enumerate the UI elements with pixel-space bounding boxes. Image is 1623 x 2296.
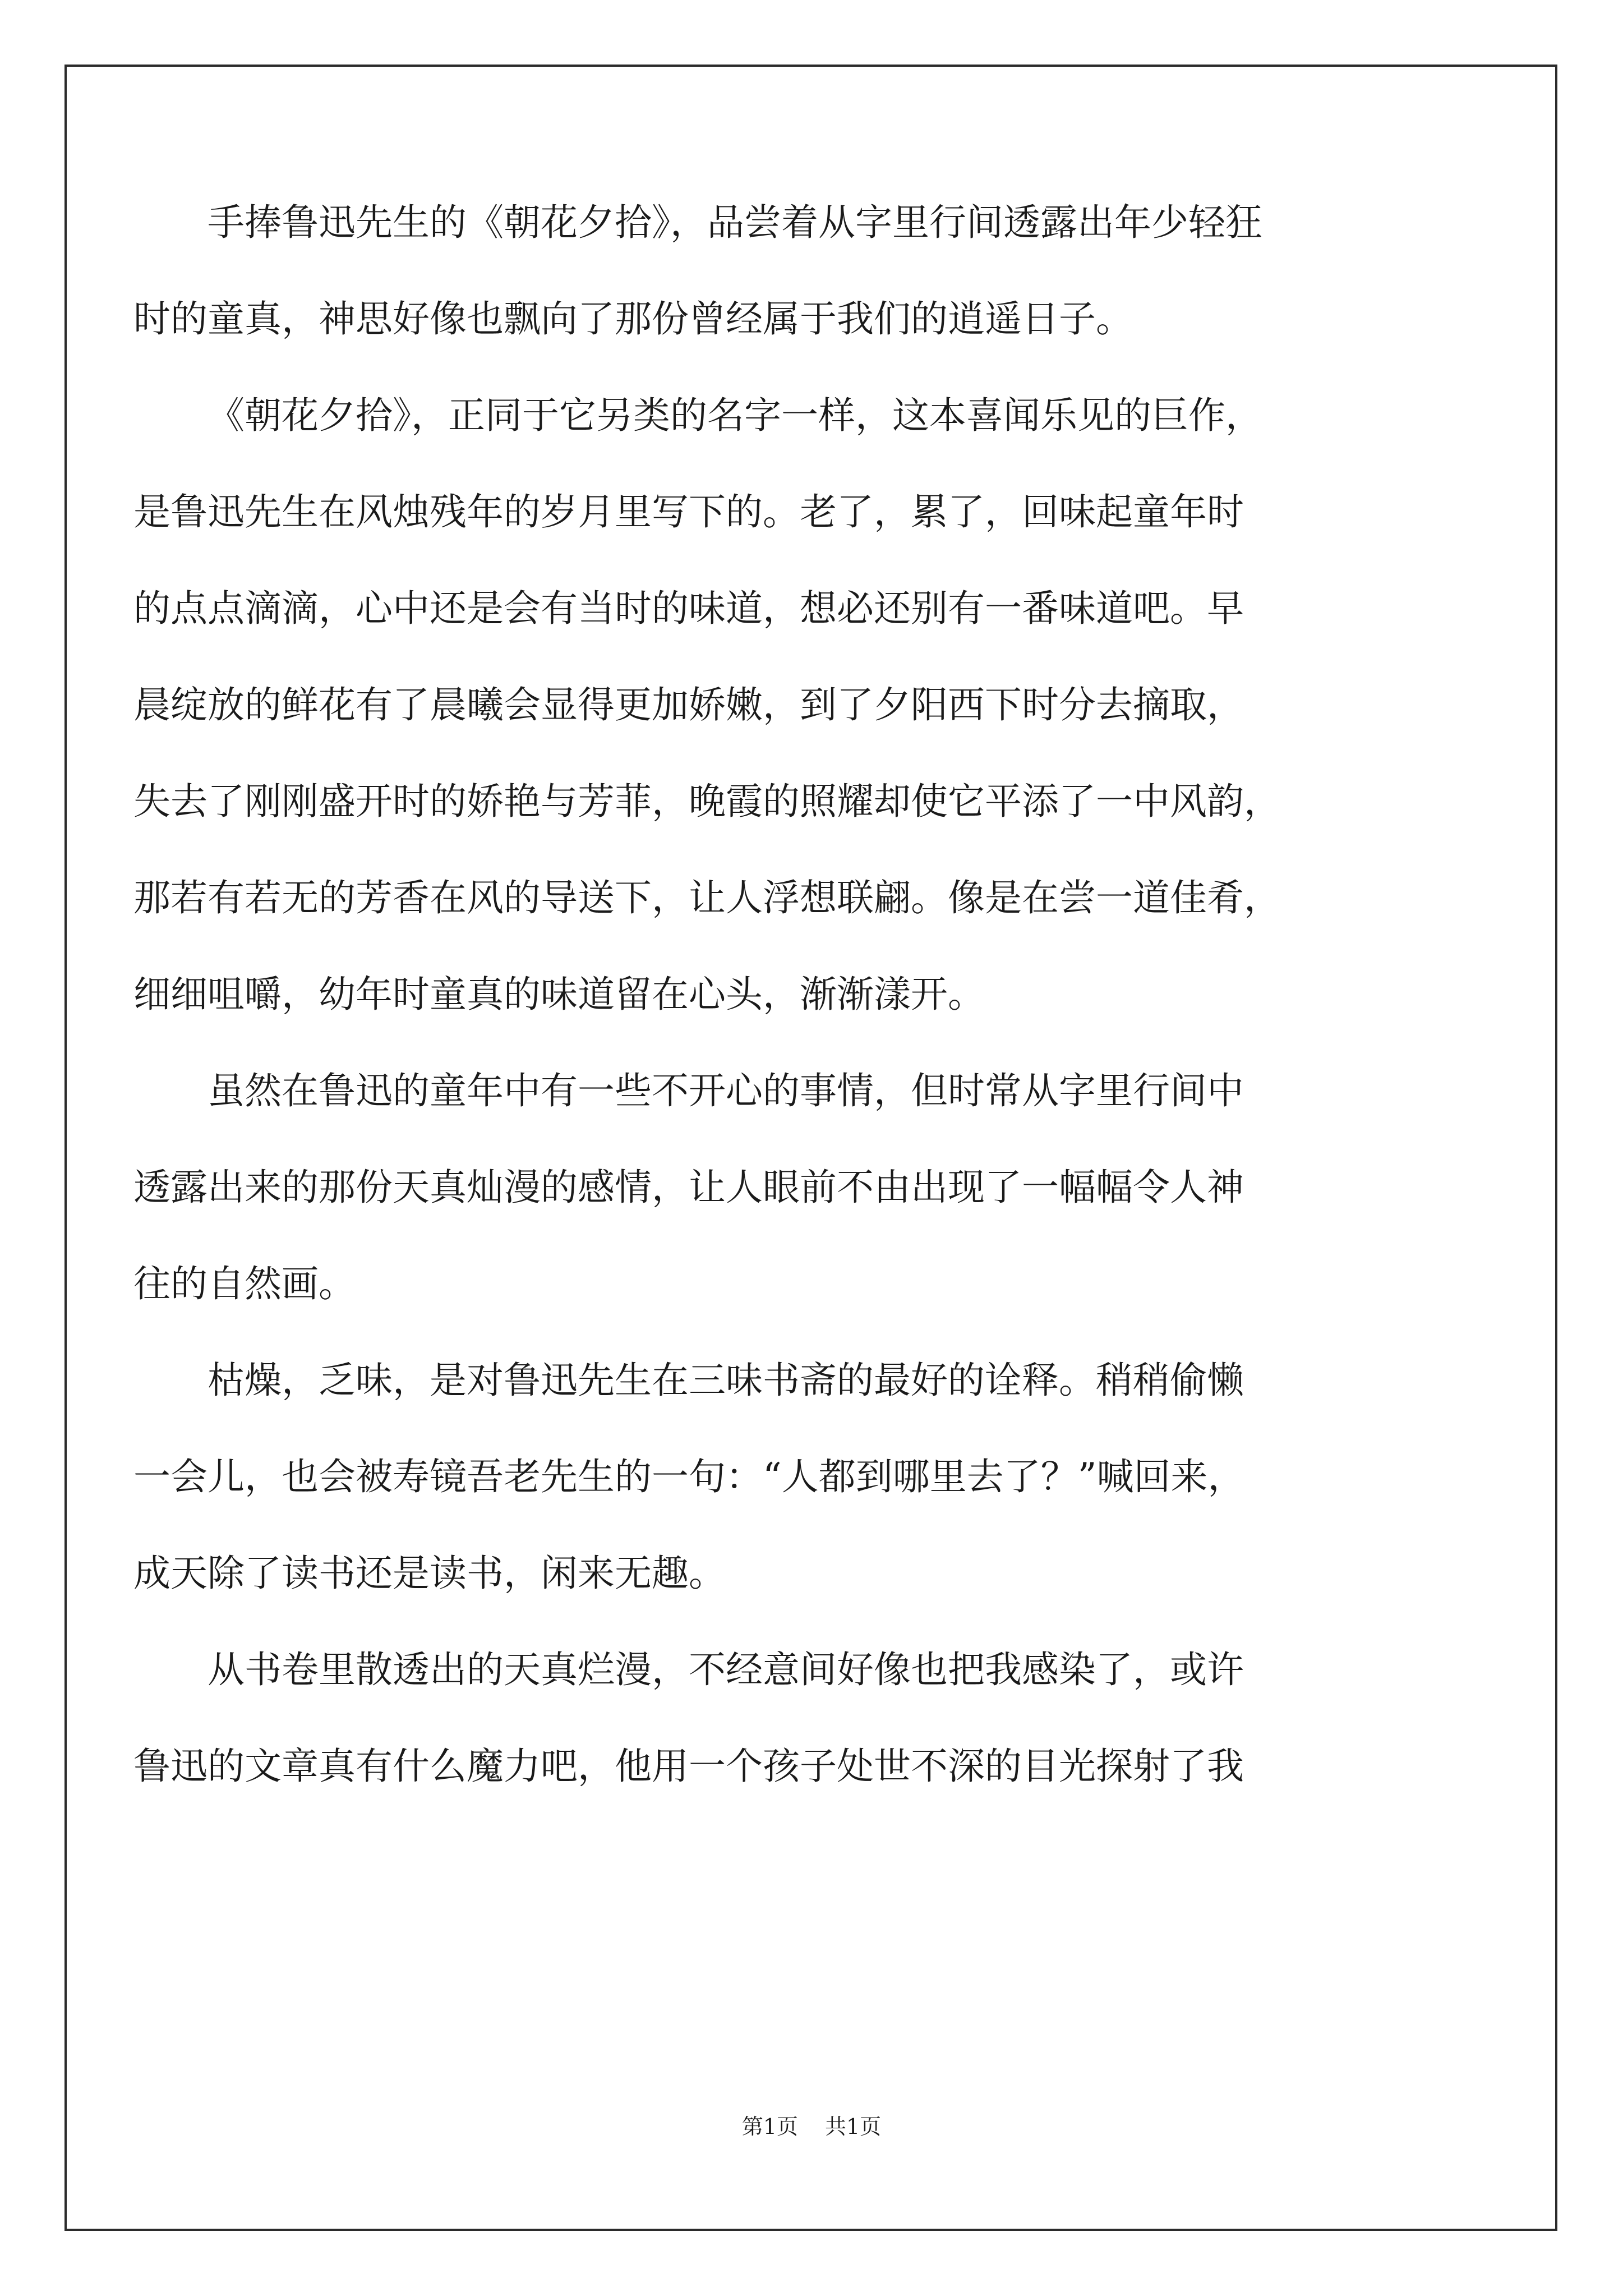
- page-number-current: 第1页: [741, 2114, 798, 2139]
- paragraph-2-line-2: 是鲁迅先生在风烛残年的岁月里写下的。老了，累了，回味起童年时: [133, 490, 1244, 533]
- paragraph-5-line-2: 鲁迅的文章真有什么魔力吧，他用一个孩子处世不深的目光探射了我: [133, 1745, 1244, 1788]
- paragraph-1-line-2: 时的童真，神思好像也飘向了那份曾经属于我们的逍遥日子。: [133, 297, 1133, 341]
- paragraph-4-line-1: 枯燥，乏味，是对鲁迅先生在三味书斋的最好的诠释。稍稍偷懒: [208, 1359, 1244, 1402]
- paragraph-5-line-1: 从书卷里散透出的天真烂漫，不经意间好像也把我感染了，或许: [208, 1648, 1244, 1691]
- paragraph-2-line-7: 细细咀嚼，幼年时童真的味道留在心头，渐渐漾开。: [133, 973, 985, 1016]
- paragraph-2-line-4: 晨绽放的鲜花有了晨曦会显得更加娇嫩，到了夕阳西下时分去摘取，: [133, 683, 1244, 726]
- paragraph-2-line-6: 那若有若无的芳香在风的导送下，让人浮想联翩。像是在尝一道佳肴，: [133, 876, 1281, 919]
- paragraph-3-line-3: 往的自然画。: [133, 1262, 356, 1305]
- page-number-total: 共1页: [825, 2114, 882, 2139]
- paragraph-2-line-1: 《朝花夕拾》，正同于它另类的名字一样，这本喜闻乐见的巨作，: [208, 394, 1262, 437]
- paragraph-2-line-5: 失去了刚刚盛开时的娇艳与芳菲，晚霞的照耀却使它平添了一中风韵，: [133, 780, 1281, 823]
- paragraph-1-line-1: 手捧鲁迅先生的《朝花夕拾》，品尝着从字里行间透露出年少轻狂: [208, 201, 1262, 244]
- page-footer: [0, 2109, 1623, 2140]
- paragraph-2-line-3: 的点点滴滴，心中还是会有当时的味道，想必还别有一番味道吧。早: [133, 587, 1244, 630]
- document-body: [133, 201, 1444, 1849]
- paragraph-4-line-3: 成天除了读书还是读书，闲来无趣。: [133, 1552, 726, 1595]
- paragraph-4-line-2: 一会儿，也会被寿镜吾老先生的一句：“人都到哪里去了？”喊回来，: [133, 1455, 1245, 1498]
- paragraph-3-line-1: 虽然在鲁迅的童年中有一些不开心的事情，但时常从字里行间中: [208, 1069, 1244, 1112]
- paragraph-3-line-2: 透露出来的那份天真灿漫的感情，让人眼前不由出现了一幅幅令人神: [133, 1166, 1244, 1209]
